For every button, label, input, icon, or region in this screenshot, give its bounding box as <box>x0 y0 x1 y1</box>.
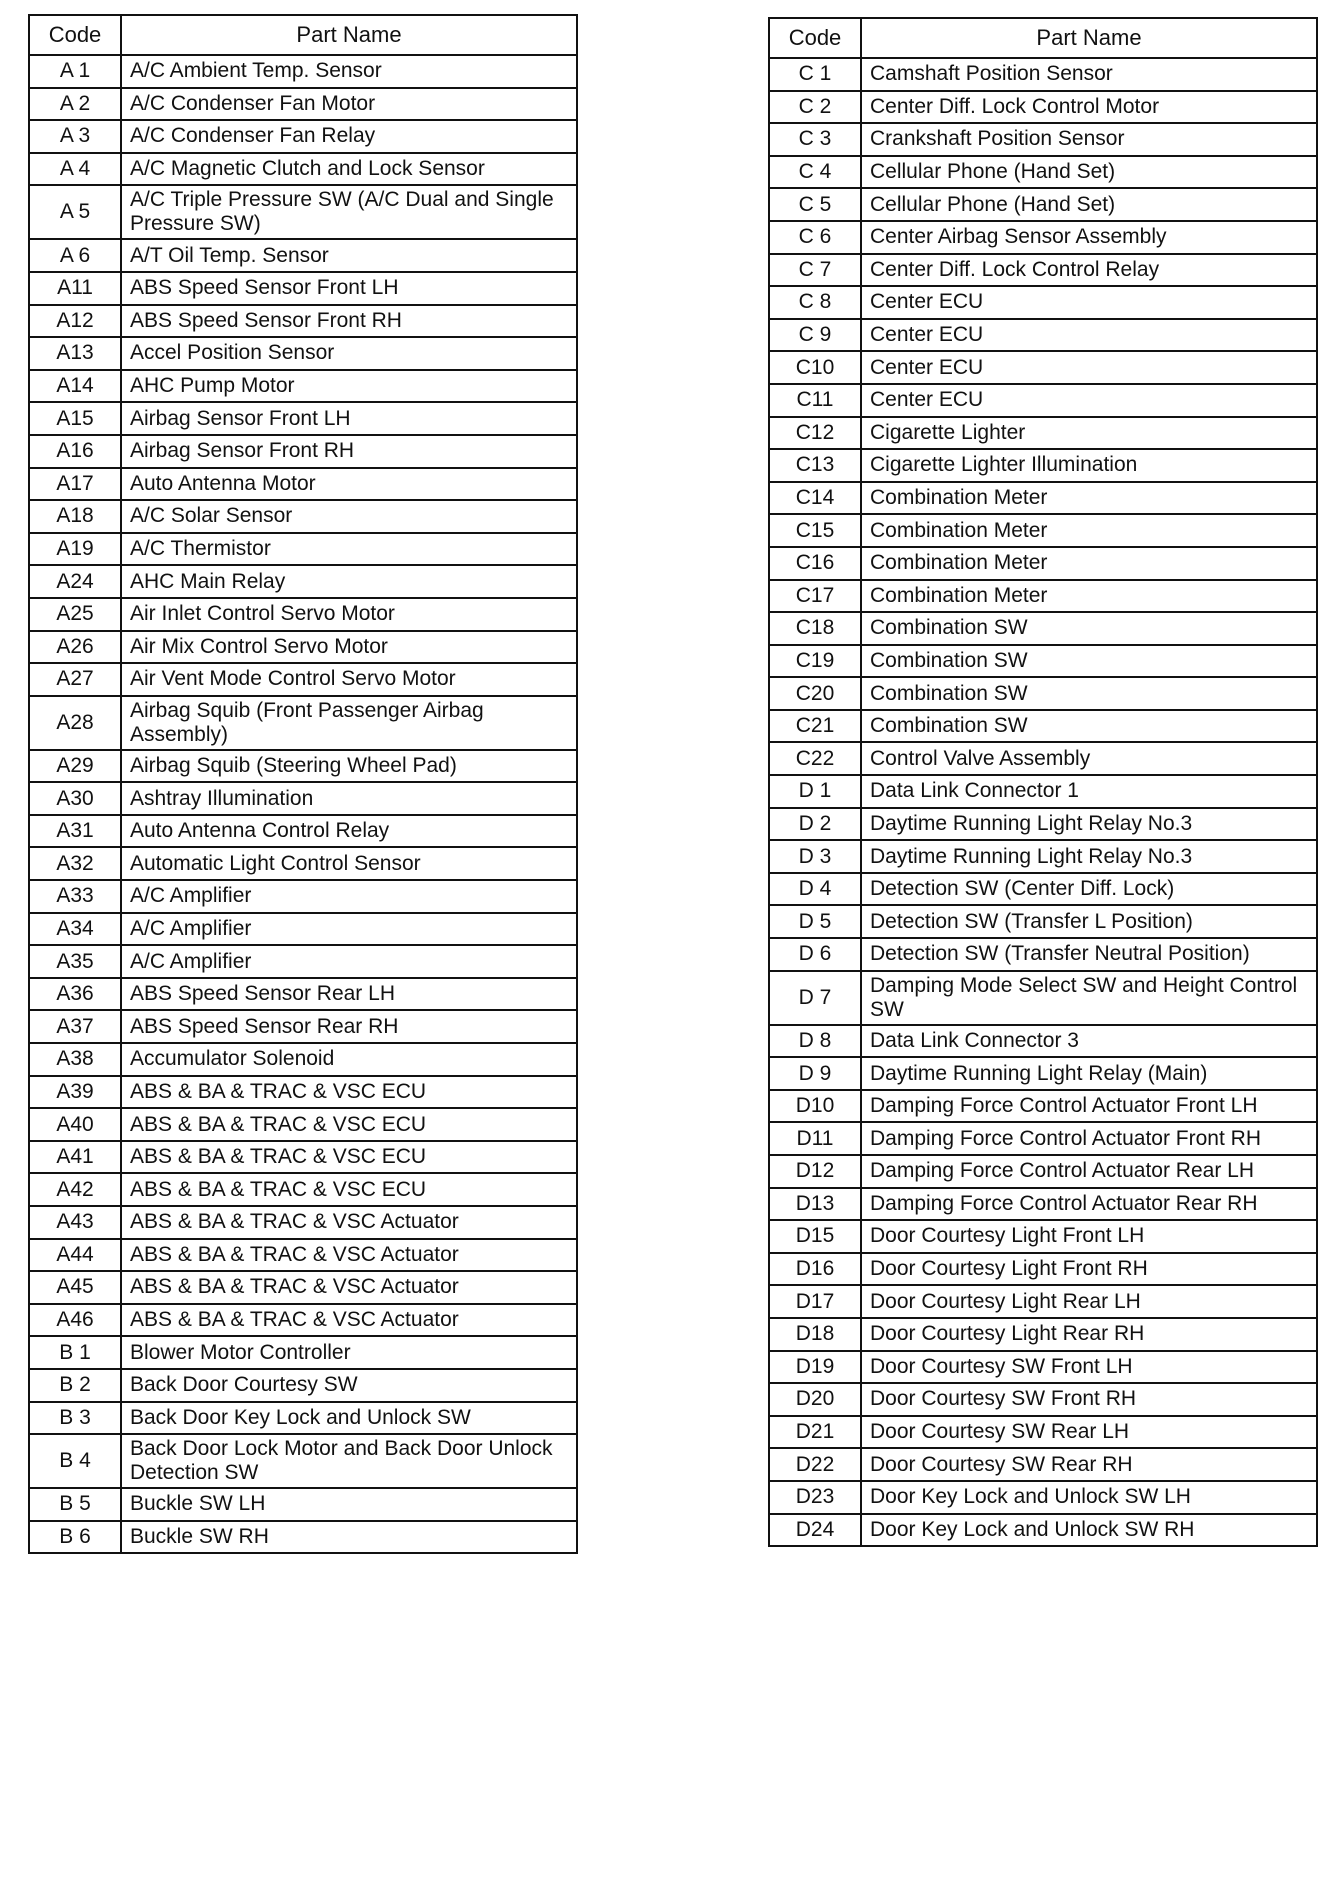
code-cell: D 8 <box>769 1025 861 1058</box>
code-cell: D22 <box>769 1448 861 1481</box>
code-cell: D11 <box>769 1122 861 1155</box>
table-header-row <box>769 18 1317 58</box>
table-row <box>769 123 1317 156</box>
part-name-cell: Back Door Lock Motor and Back Door Unlock Detection SW <box>121 1434 577 1488</box>
part-name-cell: Door Courtesy Light Front RH <box>861 1253 1317 1286</box>
table-row <box>769 1057 1317 1090</box>
table-row <box>29 1141 577 1174</box>
part-name-cell: Auto Antenna Control Relay <box>121 815 577 848</box>
part-name-cell: Ashtray Illumination <box>121 782 577 815</box>
part-name-cell: Damping Mode Select SW and Height Control SW <box>861 971 1317 1025</box>
code-cell: B 5 <box>29 1488 121 1521</box>
code-cell: A40 <box>29 1108 121 1141</box>
code-cell: A31 <box>29 815 121 848</box>
table-row <box>769 156 1317 189</box>
part-name-cell: Door Courtesy SW Front RH <box>861 1383 1317 1416</box>
code-cell: D12 <box>769 1155 861 1188</box>
code-cell: A30 <box>29 782 121 815</box>
code-cell: C 8 <box>769 286 861 319</box>
code-cell: A 1 <box>29 55 121 88</box>
table-row <box>769 1351 1317 1384</box>
table-row <box>29 88 577 121</box>
code-cell: A41 <box>29 1141 121 1174</box>
table-row <box>769 1155 1317 1188</box>
table-row <box>769 840 1317 873</box>
table-row <box>769 612 1317 645</box>
table-row <box>769 1383 1317 1416</box>
table-row <box>29 1336 577 1369</box>
table-row <box>29 533 577 566</box>
code-cell: A24 <box>29 565 121 598</box>
code-cell: C18 <box>769 612 861 645</box>
part-name-cell: Cigarette Lighter Illumination <box>861 449 1317 482</box>
table-row <box>769 938 1317 971</box>
part-name-cell: ABS Speed Sensor Front RH <box>121 305 577 338</box>
code-cell: D15 <box>769 1220 861 1253</box>
code-cell: A25 <box>29 598 121 631</box>
part-name-cell: A/C Ambient Temp. Sensor <box>121 55 577 88</box>
code-cell: D19 <box>769 1351 861 1384</box>
code-cell: A33 <box>29 880 121 913</box>
part-name-cell: A/T Oil Temp. Sensor <box>121 239 577 272</box>
code-cell: A39 <box>29 1076 121 1109</box>
part-name-cell: Door Courtesy SW Front LH <box>861 1351 1317 1384</box>
part-name-cell: ABS & BA & TRAC & VSC Actuator <box>121 1206 577 1239</box>
table-row <box>29 1304 577 1337</box>
part-name-cell: A/C Solar Sensor <box>121 500 577 533</box>
code-cell: A44 <box>29 1239 121 1272</box>
part-name-cell: ABS & BA & TRAC & VSC ECU <box>121 1076 577 1109</box>
code-cell: D 7 <box>769 971 861 1025</box>
table-row <box>769 254 1317 287</box>
table-row <box>29 1369 577 1402</box>
code-cell: C13 <box>769 449 861 482</box>
part-name-cell: ABS Speed Sensor Rear RH <box>121 1010 577 1043</box>
part-name-cell: Center Diff. Lock Control Relay <box>861 254 1317 287</box>
code-cell: B 1 <box>29 1336 121 1369</box>
table-row <box>29 305 577 338</box>
table-row <box>29 337 577 370</box>
table-row <box>29 696 577 750</box>
table-row <box>769 1188 1317 1221</box>
part-name-cell: Damping Force Control Actuator Rear RH <box>861 1188 1317 1221</box>
part-name-cell: A/C Triple Pressure SW (A/C Dual and Single Pressure SW) <box>121 185 577 239</box>
code-cell: A37 <box>29 1010 121 1043</box>
code-cell: A42 <box>29 1173 121 1206</box>
part-name-cell: Airbag Sensor Front LH <box>121 402 577 435</box>
part-name-cell: ABS & BA & TRAC & VSC Actuator <box>121 1304 577 1337</box>
code-cell: C21 <box>769 710 861 743</box>
code-cell: A 6 <box>29 239 121 272</box>
part-name-cell: Air Mix Control Servo Motor <box>121 631 577 664</box>
table-row <box>29 1206 577 1239</box>
table-row <box>29 239 577 272</box>
table-row <box>769 482 1317 515</box>
part-name-cell: Detection SW (Center Diff. Lock) <box>861 873 1317 906</box>
part-name-cell: ABS Speed Sensor Front LH <box>121 272 577 305</box>
part-name-cell: A/C Condenser Fan Motor <box>121 88 577 121</box>
part-name-cell: A/C Amplifier <box>121 880 577 913</box>
table-row <box>29 402 577 435</box>
code-cell: A11 <box>29 272 121 305</box>
code-cell: A 2 <box>29 88 121 121</box>
part-name-cell: Data Link Connector 3 <box>861 1025 1317 1058</box>
part-name-cell: Airbag Squib (Steering Wheel Pad) <box>121 750 577 783</box>
table-row <box>29 153 577 186</box>
table-row <box>29 1239 577 1272</box>
table-row <box>769 971 1317 1025</box>
code-cell: A16 <box>29 435 121 468</box>
part-name-cell: AHC Pump Motor <box>121 370 577 403</box>
part-name-cell: Buckle SW LH <box>121 1488 577 1521</box>
table-row <box>769 1416 1317 1449</box>
part-name-cell: Center ECU <box>861 351 1317 384</box>
part-name-cell: ABS & BA & TRAC & VSC ECU <box>121 1173 577 1206</box>
table-row <box>29 782 577 815</box>
code-cell: D 3 <box>769 840 861 873</box>
code-cell: A18 <box>29 500 121 533</box>
code-cell: C22 <box>769 742 861 775</box>
part-name-cell: Combination SW <box>861 677 1317 710</box>
table-row <box>769 580 1317 613</box>
table-row <box>769 1122 1317 1155</box>
table-row <box>769 58 1317 91</box>
code-cell: D23 <box>769 1481 861 1514</box>
part-name-cell: Damping Force Control Actuator Front RH <box>861 1122 1317 1155</box>
part-name-column-header: Part Name <box>121 15 577 55</box>
part-name-cell: A/C Magnetic Clutch and Lock Sensor <box>121 153 577 186</box>
table-row <box>29 1271 577 1304</box>
part-name-cell: Center ECU <box>861 286 1317 319</box>
table-row <box>769 286 1317 319</box>
code-cell: D 6 <box>769 938 861 971</box>
part-name-cell: Door Courtesy Light Front LH <box>861 1220 1317 1253</box>
part-name-cell: Cellular Phone (Hand Set) <box>861 188 1317 221</box>
table-row <box>769 1318 1317 1351</box>
code-cell: A29 <box>29 750 121 783</box>
part-name-cell: ABS & BA & TRAC & VSC Actuator <box>121 1239 577 1272</box>
code-cell: A36 <box>29 978 121 1011</box>
code-column-header: Code <box>29 15 121 55</box>
table-row <box>769 1090 1317 1123</box>
part-name-cell: Door Courtesy Light Rear LH <box>861 1285 1317 1318</box>
code-cell: C 3 <box>769 123 861 156</box>
part-name-cell: Center ECU <box>861 319 1317 352</box>
part-name-cell: A/C Condenser Fan Relay <box>121 120 577 153</box>
code-cell: A14 <box>29 370 121 403</box>
code-cell: D 2 <box>769 808 861 841</box>
table-row <box>769 873 1317 906</box>
table-row <box>29 913 577 946</box>
part-name-cell: Detection SW (Transfer Neutral Position) <box>861 938 1317 971</box>
table-row <box>769 905 1317 938</box>
table-row <box>769 1448 1317 1481</box>
part-name-cell: Blower Motor Controller <box>121 1336 577 1369</box>
code-cell: D24 <box>769 1514 861 1547</box>
code-cell: C 4 <box>769 156 861 189</box>
part-name-cell: Daytime Running Light Relay (Main) <box>861 1057 1317 1090</box>
table-row <box>29 55 577 88</box>
code-cell: A32 <box>29 847 121 880</box>
table-row <box>769 1514 1317 1547</box>
part-name-cell: Door Key Lock and Unlock SW LH <box>861 1481 1317 1514</box>
part-name-cell: Center Diff. Lock Control Motor <box>861 91 1317 124</box>
part-name-cell: Accumulator Solenoid <box>121 1043 577 1076</box>
code-cell: D20 <box>769 1383 861 1416</box>
code-cell: A38 <box>29 1043 121 1076</box>
part-name-cell: Combination SW <box>861 612 1317 645</box>
code-cell: B 2 <box>29 1369 121 1402</box>
code-cell: D13 <box>769 1188 861 1221</box>
part-name-cell: Door Courtesy SW Rear LH <box>861 1416 1317 1449</box>
part-name-cell: Buckle SW RH <box>121 1521 577 1554</box>
part-name-cell: Combination SW <box>861 710 1317 743</box>
code-cell: A28 <box>29 696 121 750</box>
code-cell: D 5 <box>769 905 861 938</box>
part-name-cell: Damping Force Control Actuator Rear LH <box>861 1155 1317 1188</box>
code-cell: C17 <box>769 580 861 613</box>
part-name-column-header: Part Name <box>861 18 1317 58</box>
part-name-cell: ABS & BA & TRAC & VSC Actuator <box>121 1271 577 1304</box>
table-row <box>29 945 577 978</box>
table-row <box>769 1253 1317 1286</box>
table-row <box>29 1402 577 1435</box>
table-row <box>29 815 577 848</box>
part-name-cell: Combination Meter <box>861 580 1317 613</box>
table-row <box>29 1043 577 1076</box>
part-name-cell: A/C Amplifier <box>121 945 577 978</box>
code-cell: D21 <box>769 1416 861 1449</box>
table-row <box>769 514 1317 547</box>
code-cell: D 1 <box>769 775 861 808</box>
code-cell: A 3 <box>29 120 121 153</box>
part-name-cell: Combination Meter <box>861 514 1317 547</box>
table-row <box>29 1173 577 1206</box>
table-row <box>769 417 1317 450</box>
table-row <box>29 468 577 501</box>
part-name-cell: ABS Speed Sensor Rear LH <box>121 978 577 1011</box>
table-row <box>29 272 577 305</box>
code-cell: A34 <box>29 913 121 946</box>
parts-table-left <box>28 14 578 1554</box>
table-row <box>769 188 1317 221</box>
code-cell: C10 <box>769 351 861 384</box>
table-row <box>769 91 1317 124</box>
part-name-cell: Back Door Key Lock and Unlock SW <box>121 1402 577 1435</box>
table-row <box>29 120 577 153</box>
part-name-cell: Control Valve Assembly <box>861 742 1317 775</box>
code-cell: A13 <box>29 337 121 370</box>
part-name-cell: Center Airbag Sensor Assembly <box>861 221 1317 254</box>
part-name-cell: Door Key Lock and Unlock SW RH <box>861 1514 1317 1547</box>
code-cell: D18 <box>769 1318 861 1351</box>
table-row <box>769 1220 1317 1253</box>
table-row <box>29 370 577 403</box>
table-row <box>29 750 577 783</box>
code-cell: C 7 <box>769 254 861 287</box>
code-cell: D17 <box>769 1285 861 1318</box>
code-cell: A26 <box>29 631 121 664</box>
code-cell: D16 <box>769 1253 861 1286</box>
table-row <box>29 1010 577 1043</box>
part-name-cell: Data Link Connector 1 <box>861 775 1317 808</box>
table-row <box>29 1521 577 1554</box>
table-row <box>29 631 577 664</box>
table-row <box>769 645 1317 678</box>
code-cell: C15 <box>769 514 861 547</box>
table-row <box>769 677 1317 710</box>
table-row <box>29 663 577 696</box>
table-row <box>769 221 1317 254</box>
code-cell: C20 <box>769 677 861 710</box>
code-cell: C 2 <box>769 91 861 124</box>
code-cell: A27 <box>29 663 121 696</box>
code-cell: C11 <box>769 384 861 417</box>
table-row <box>29 598 577 631</box>
part-name-cell: Accel Position Sensor <box>121 337 577 370</box>
table-row <box>769 1025 1317 1058</box>
part-name-cell: Daytime Running Light Relay No.3 <box>861 840 1317 873</box>
table-row <box>29 185 577 239</box>
part-name-cell: A/C Thermistor <box>121 533 577 566</box>
table-row <box>29 1488 577 1521</box>
table-row <box>29 435 577 468</box>
code-cell: C 6 <box>769 221 861 254</box>
table-row <box>769 449 1317 482</box>
code-cell: C 1 <box>769 58 861 91</box>
code-cell: A45 <box>29 1271 121 1304</box>
table-row <box>29 880 577 913</box>
part-name-cell: Cellular Phone (Hand Set) <box>861 156 1317 189</box>
table-row <box>769 1481 1317 1514</box>
table-row <box>29 1076 577 1109</box>
code-cell: A17 <box>29 468 121 501</box>
part-name-cell: Center ECU <box>861 384 1317 417</box>
code-cell: B 3 <box>29 1402 121 1435</box>
part-name-cell: AHC Main Relay <box>121 565 577 598</box>
code-cell: A15 <box>29 402 121 435</box>
part-name-cell: Camshaft Position Sensor <box>861 58 1317 91</box>
code-cell: A 4 <box>29 153 121 186</box>
code-cell: A12 <box>29 305 121 338</box>
code-cell: B 6 <box>29 1521 121 1554</box>
part-name-cell: Air Inlet Control Servo Motor <box>121 598 577 631</box>
code-cell: A35 <box>29 945 121 978</box>
table-row <box>769 742 1317 775</box>
part-name-cell: Crankshaft Position Sensor <box>861 123 1317 156</box>
part-name-cell: Door Courtesy SW Rear RH <box>861 1448 1317 1481</box>
part-name-cell: Combination SW <box>861 645 1317 678</box>
part-name-cell: Combination Meter <box>861 482 1317 515</box>
code-cell: A 5 <box>29 185 121 239</box>
table-row <box>769 808 1317 841</box>
code-cell: B 4 <box>29 1434 121 1488</box>
table-row <box>29 1108 577 1141</box>
table-row <box>29 1434 577 1488</box>
table-row <box>29 500 577 533</box>
parts-table-right <box>768 17 1318 1547</box>
part-name-cell: Airbag Squib (Front Passenger Airbag Assembly) <box>121 696 577 750</box>
part-name-cell: Combination Meter <box>861 547 1317 580</box>
part-name-cell: ABS & BA & TRAC & VSC ECU <box>121 1108 577 1141</box>
code-column-header: Code <box>769 18 861 58</box>
code-cell: C 9 <box>769 319 861 352</box>
table-row <box>769 319 1317 352</box>
part-name-cell: A/C Amplifier <box>121 913 577 946</box>
part-name-cell: Detection SW (Transfer L Position) <box>861 905 1317 938</box>
table-row <box>769 384 1317 417</box>
part-name-cell: Automatic Light Control Sensor <box>121 847 577 880</box>
part-name-cell: Cigarette Lighter <box>861 417 1317 450</box>
part-name-cell: Daytime Running Light Relay No.3 <box>861 808 1317 841</box>
part-name-cell: Airbag Sensor Front RH <box>121 435 577 468</box>
table-row <box>769 351 1317 384</box>
code-cell: C19 <box>769 645 861 678</box>
table-header-row <box>29 15 577 55</box>
part-name-cell: Door Courtesy Light Rear RH <box>861 1318 1317 1351</box>
table-row <box>29 565 577 598</box>
code-cell: A43 <box>29 1206 121 1239</box>
part-name-cell: ABS & BA & TRAC & VSC ECU <box>121 1141 577 1174</box>
code-cell: D10 <box>769 1090 861 1123</box>
table-row <box>769 547 1317 580</box>
table-row <box>29 847 577 880</box>
code-cell: D 9 <box>769 1057 861 1090</box>
table-row <box>769 775 1317 808</box>
part-name-cell: Damping Force Control Actuator Front LH <box>861 1090 1317 1123</box>
code-cell: C12 <box>769 417 861 450</box>
code-cell: C 5 <box>769 188 861 221</box>
table-row <box>769 710 1317 743</box>
code-cell: A19 <box>29 533 121 566</box>
table-row <box>769 1285 1317 1318</box>
code-cell: C14 <box>769 482 861 515</box>
table-row <box>29 978 577 1011</box>
code-cell: C16 <box>769 547 861 580</box>
code-cell: A46 <box>29 1304 121 1337</box>
part-name-cell: Air Vent Mode Control Servo Motor <box>121 663 577 696</box>
part-name-cell: Auto Antenna Motor <box>121 468 577 501</box>
part-name-cell: Back Door Courtesy SW <box>121 1369 577 1402</box>
code-cell: D 4 <box>769 873 861 906</box>
